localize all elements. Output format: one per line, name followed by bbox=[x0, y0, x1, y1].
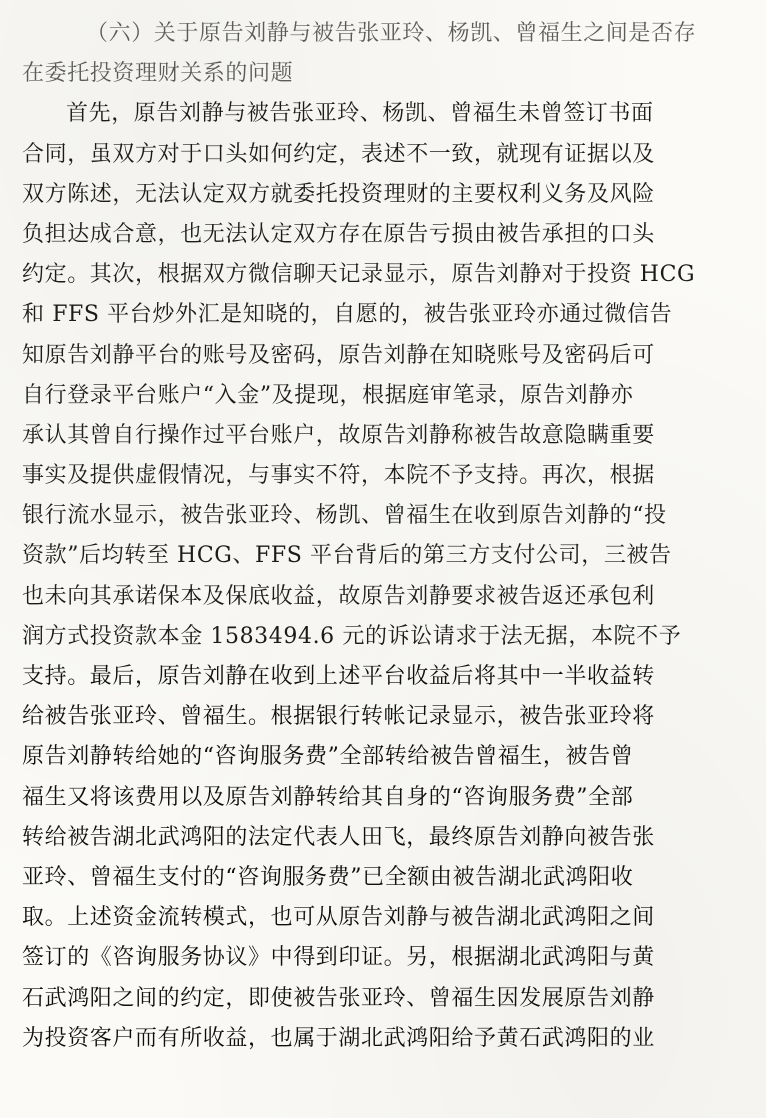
paragraph-line: 润方式投资款本金 1583494.6 元的诉讼请求于法无据，本院不予 bbox=[22, 623, 682, 649]
paragraph-line: 约定。其次，根据双方微信聊天记录显示，原告刘静对于投资 HCG bbox=[22, 262, 696, 288]
paragraph-line: 银行流水显示，被告张亚玲、杨凯、曾福生在收到原告刘静的“投 bbox=[22, 503, 667, 529]
paragraph-line: 为投资客户而有所收益，也属于湖北武鸿阳给予黄石武鸿阳的业 bbox=[22, 1025, 655, 1051]
paragraph-line: 亚玲、曾福生支付的“咨询服务费”已全额由被告湖北武鸿阳收 bbox=[22, 864, 634, 890]
paragraph-line: 资款”后均转至 HCG、FFS 平台背后的第三方支付公司，三被告 bbox=[22, 543, 672, 569]
paragraph-line: 原告刘静转给她的“咨询服务费”全部转给被告曾福生，被告曾 bbox=[22, 744, 634, 770]
paragraph-line: 给被告张亚玲、曾福生。根据银行转帐记录显示，被告张亚玲将 bbox=[22, 704, 655, 730]
paragraph-line: 合同，虽双方对于口头如何约定，表述不一致，就现有证据以及 bbox=[22, 141, 655, 167]
paragraph-line: 支持。最后，原告刘静在收到上述平台收益后将其中一半收益转 bbox=[22, 664, 655, 689]
paragraph-line: 负担达成合意，也无法认定双方存在原告亏损由被告承担的口头 bbox=[22, 221, 655, 247]
paragraph-line: 首先，原告刘静与被告张亚玲、杨凯、曾福生未曾签订书面 bbox=[66, 101, 654, 127]
paragraph-line: 转给被告湖北武鸿阳的法定代表人田飞，最终原告刘静向被告张 bbox=[22, 824, 655, 850]
section-heading-line-1: （六）关于原告刘静与被告张亚玲、杨凯、曾福生之间是否存 bbox=[86, 21, 697, 46]
paragraph-line: 和 FFS 平台炒外汇是知晓的，自愿的，被告张亚玲亦通过微信告 bbox=[22, 302, 673, 328]
paragraph-line: 承认其曾自行操作过平台账户，故原告刘静称被告故意隐瞒重要 bbox=[22, 422, 655, 448]
paragraph-line: 福生又将该费用以及原告刘静转给其自身的“咨询服务费”全部 bbox=[22, 784, 634, 810]
paragraph-line: 双方陈述，无法认定双方就委托投资理财的主要权利义务及风险 bbox=[22, 181, 655, 207]
document-body bbox=[22, 14, 754, 1059]
paragraph-line: 签订的《咨询服务协议》中得到印证。另，根据湖北武鸿阳与黄 bbox=[22, 945, 655, 971]
section-heading-line-2: 在委托投资理财关系的问题 bbox=[22, 61, 294, 87]
paragraph-line: 也未向其承诺保本及保底收益，故原告刘静要求被告返还承包利 bbox=[22, 583, 655, 609]
paragraph-line: 事实及提供虚假情况，与事实不符，本院不予支持。再次，根据 bbox=[22, 463, 655, 489]
paragraph-line: 石武鸿阳之间的约定，即使被告张亚玲、曾福生因发展原告刘静 bbox=[22, 985, 655, 1011]
paragraph-line: 取。上述资金流转模式，也可从原告刘静与被告湖北武鸿阳之间 bbox=[22, 905, 655, 931]
paragraph-line: 自行登录平台账户“入金”及提现，根据庭审笔录，原告刘静亦 bbox=[22, 382, 634, 408]
paragraph-line: 知原告刘静平台的账号及密码，原告刘静在知晓账号及密码后可 bbox=[22, 342, 655, 368]
